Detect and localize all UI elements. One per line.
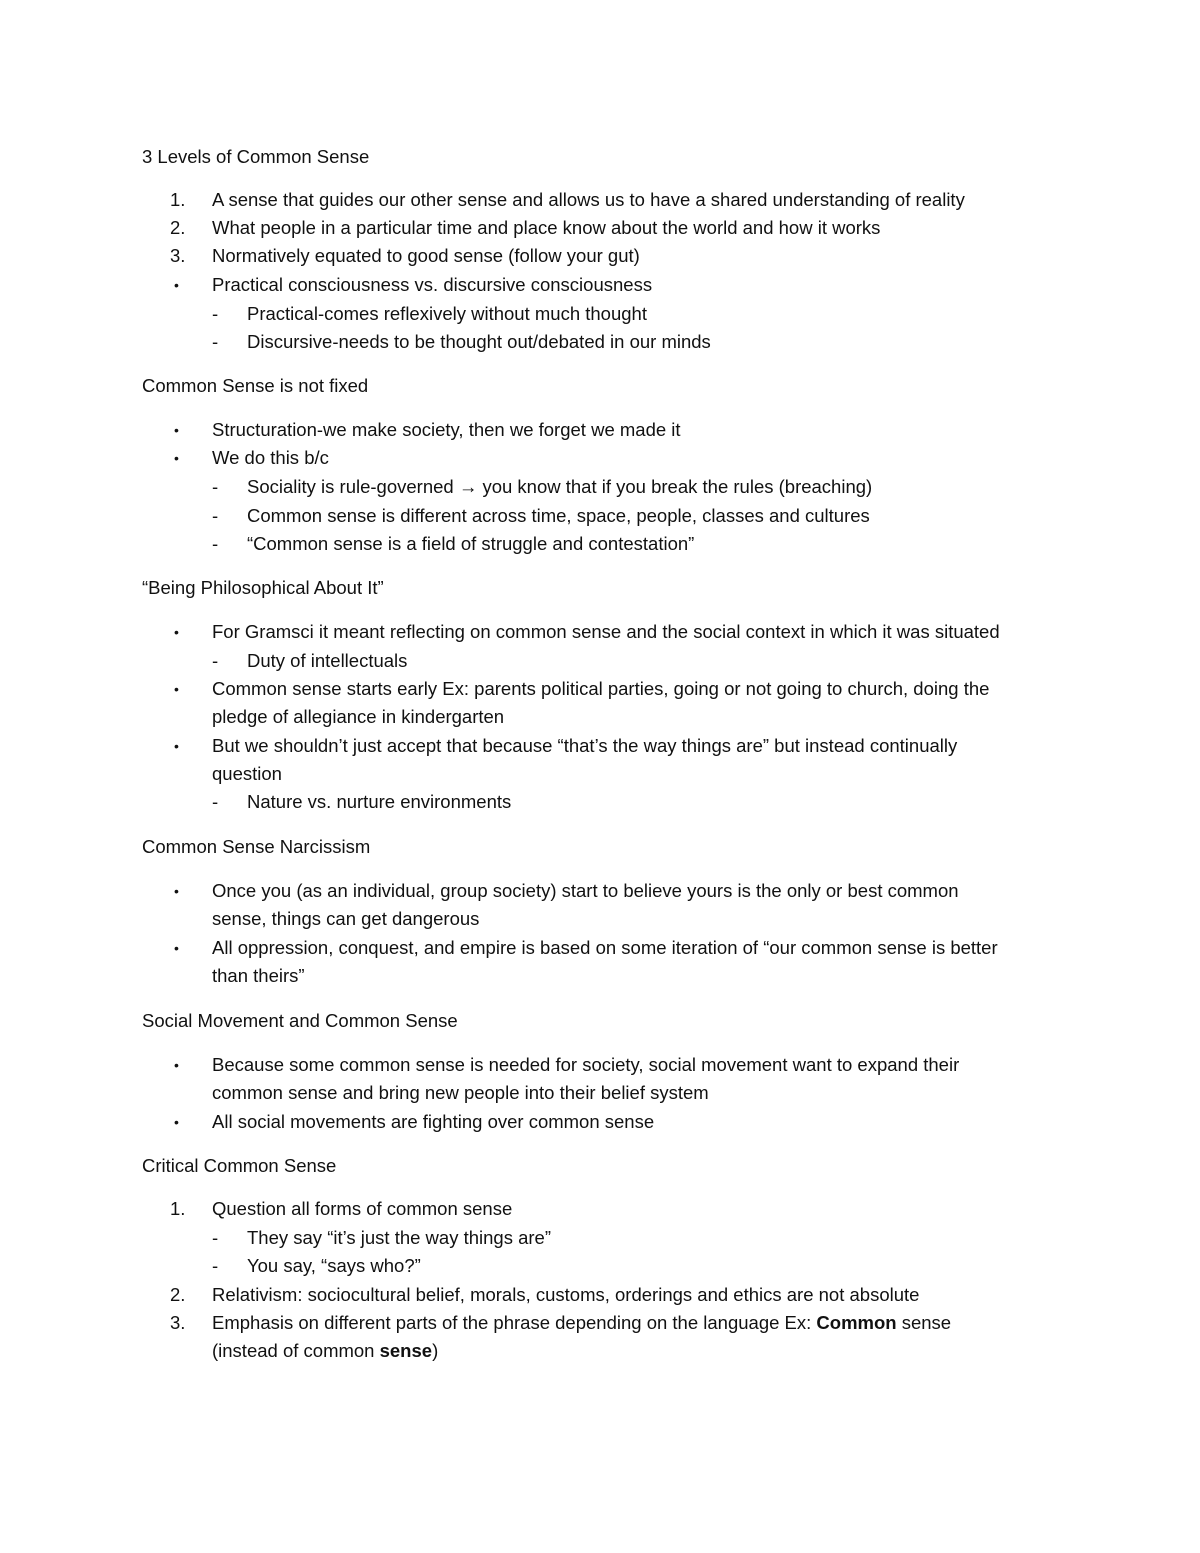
list-item (170, 1051, 1070, 1108)
list-item-text: For Gramsci it meant reflecting on common sense and the social context in which it was situated (212, 621, 1000, 642)
list-item (170, 1108, 1070, 1136)
text-line: All oppression, conquest, and empire is based on some iteration of “our common sense is better (212, 937, 998, 958)
list-item (170, 271, 1070, 299)
list-number: 1. (170, 189, 186, 210)
sub-item-text: Nature vs. nurture environments (247, 791, 512, 812)
list-item-text: Relativism: sociocultural belief, morals, customs, orderings and ethics are not absolute (212, 1284, 920, 1305)
text-line: pledge of allegiance in kindergarten (212, 706, 505, 728)
sub-item (212, 300, 1072, 328)
list-item (170, 416, 1070, 444)
text-line: question (212, 763, 282, 785)
dash-icon: - (212, 1255, 219, 1276)
list-item-text: Structuration-we make society, then we forget we made it (212, 419, 681, 440)
sub-item (212, 502, 1072, 530)
section-heading: Critical Common Sense (142, 1155, 337, 1176)
dash-icon: - (212, 331, 219, 352)
list-item (170, 444, 1070, 472)
section-heading: Common Sense Narcissism (142, 836, 371, 857)
list-item-text: Question all forms of common sense (212, 1198, 513, 1219)
list-item (170, 1281, 1070, 1309)
text-line: Once you (as an individual, group society) start to believe yours is the only or best common (212, 880, 959, 901)
sub-item (212, 473, 1072, 501)
sub-item-text: “Common sense is a field of struggle and contestation” (247, 533, 695, 554)
dash-icon: - (212, 505, 219, 526)
list-number: 3. (170, 1312, 186, 1333)
sub-item-text: Discursive-needs to be thought out/debated in our minds (247, 331, 711, 352)
list-item (170, 732, 1070, 789)
list-item-text: Normatively equated to good sense (follow your gut) (212, 245, 640, 266)
bold-text: Common (816, 1312, 897, 1333)
sub-item-text: You say, “says who?” (247, 1255, 421, 1276)
list-item (170, 242, 1070, 270)
list-number: 3. (170, 245, 186, 266)
sub-item (212, 647, 1072, 675)
sub-item (212, 788, 1072, 816)
bullet-icon: • (174, 681, 179, 697)
list-number: 2. (170, 217, 186, 238)
section-heading: “Being Philosophical About It” (142, 577, 384, 598)
dash-icon: - (212, 1227, 219, 1248)
sub-item-text: They say “it’s just the way things are” (247, 1227, 552, 1248)
sub-item-text: Practical-comes reflexively without much thought (247, 303, 647, 324)
list-item (170, 934, 1070, 991)
bullet-icon: • (174, 422, 179, 438)
list-item-text (212, 934, 1070, 991)
list-item-text: A sense that guides our other sense and allows us to have a shared understanding of reality (212, 189, 965, 210)
list-item-text (212, 675, 1070, 732)
bullet-icon: • (174, 277, 179, 293)
list-number: 1. (170, 1198, 186, 1219)
sub-item (212, 530, 1072, 558)
list-item (170, 1195, 1070, 1223)
text-line: than theirs” (212, 965, 305, 987)
text-line: But we shouldn’t just accept that because “that’s the way things are” but instead continually (212, 735, 958, 756)
list-item (170, 214, 1070, 242)
bullet-icon: • (174, 1057, 179, 1073)
bullet-icon: • (174, 450, 179, 466)
sub-item-text: Sociality is rule-governed → you know that if you break the rules (breaching) (247, 476, 873, 497)
text-line: common sense and bring new people into their belief system (212, 1082, 709, 1104)
bold-text: sense (379, 1340, 433, 1362)
text-line: Because some common sense is needed for society, social movement want to expand their (212, 1054, 960, 1075)
section-heading: Social Movement and Common Sense (142, 1010, 458, 1031)
section-heading: Common Sense is not fixed (142, 375, 369, 396)
list-item-text: We do this b/c (212, 447, 329, 468)
text-fragment: sense (896, 1312, 952, 1333)
list-item-text (212, 877, 1070, 934)
list-item (170, 618, 1070, 646)
list-item-text: Practical consciousness vs. discursive consciousness (212, 274, 653, 295)
sub-item (212, 328, 1072, 356)
text-line: Emphasis on different parts of the phrase depending on the language Ex: (212, 1312, 817, 1333)
bullet-icon: • (174, 624, 179, 640)
list-item-text: All social movements are fighting over common sense (212, 1111, 655, 1132)
sub-item-text: Common sense is different across time, space, people, classes and cultures (247, 505, 870, 526)
dash-icon: - (212, 303, 219, 324)
dash-icon: - (212, 791, 219, 812)
sub-item (212, 1224, 1072, 1252)
bullet-icon: • (174, 738, 179, 754)
list-item (170, 675, 1070, 732)
sub-item (212, 1252, 1072, 1280)
bullet-icon: • (174, 883, 179, 899)
text-line: (instead of common (212, 1340, 380, 1362)
sub-item-text: Duty of intellectuals (247, 650, 408, 671)
bullet-icon: • (174, 1114, 179, 1130)
section-heading: 3 Levels of Common Sense (142, 146, 370, 167)
list-number: 2. (170, 1284, 186, 1305)
list-item-text (212, 732, 1070, 789)
list-item-text: What people in a particular time and place know about the world and how it works (212, 217, 881, 238)
list-item (170, 877, 1070, 934)
dash-icon: - (212, 476, 219, 497)
list-item-text (212, 1309, 1070, 1366)
bullet-icon: • (174, 940, 179, 956)
dash-icon: - (212, 533, 219, 554)
list-item (170, 186, 1070, 214)
list-item-text (212, 1051, 1070, 1108)
text-fragment: ) (432, 1340, 439, 1362)
list-item (170, 1309, 1070, 1366)
dash-icon: - (212, 650, 219, 671)
text-line: Common sense starts early Ex: parents political parties, going or not going to church, doing the (212, 678, 990, 699)
text-line: sense, things can get dangerous (212, 908, 480, 930)
